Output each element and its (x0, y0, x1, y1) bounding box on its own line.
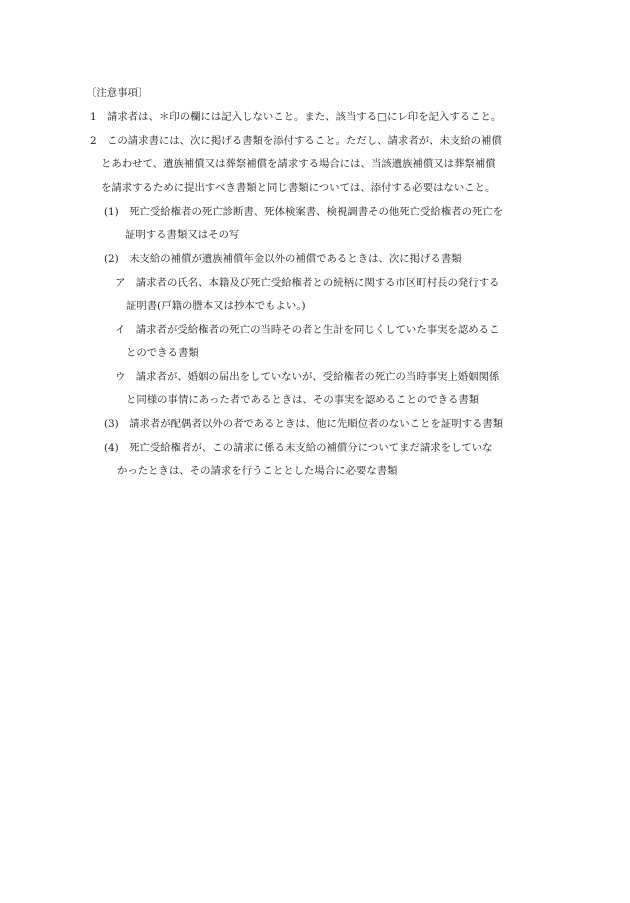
note-2-item-2-a: ア 請求者の氏名、本籍及び死亡受給権者との続柄に関する市区町村長の発行する (115, 277, 500, 289)
note-2-cont-2: を請求するために提出すべき書類と同じ書類については、添付する必要はないこと。 (101, 182, 496, 194)
note-2-item-2-a-cont: 証明書(戸籍の謄本又は抄本でもよい。) (126, 300, 306, 312)
note-2-item-2-b: イ 請求者が受給権者の死亡の当時その者と生計を同じくしていた事実を認めるこ (115, 324, 500, 336)
note-2-item-4-cont: かったときは、その請求を行うこととした場合に必要な書類 (117, 465, 398, 477)
note-2-item-2: (2) 未支給の補償が遺族補償年金以外の補償であるときは、次に掲げる書類 (104, 253, 462, 265)
note-2-item-2-b-cont: とのできる書類 (126, 347, 199, 359)
note-1: 1 請求者は、＊印の欄には記入しないこと。また、該当する□にレ印を記入すること。 (90, 111, 502, 123)
notes-heading: 〔注意事項〕 (86, 87, 149, 99)
note-2-item-3: (3) 請求者が配偶者以外の者であるときは、他に先順位者のないことを証明する書類 (104, 418, 504, 430)
note-2-item-2-c: ウ 請求者が、婚姻の届出をしていないが、受給権者の死亡の当時事実上婚姻関係 (115, 371, 500, 383)
note-2-item-1-cont: 証明する書類又はその写 (125, 229, 240, 241)
note-2-cont-1: とあわせて、遺族補償又は葬祭補償を請求する場合には、当該遺族補償又は葬祭補償 (101, 158, 496, 170)
note-2-item-1: (1) 死亡受給権者の死亡診断書、死体検案書、検視調書その他死亡受給権者の死亡を (104, 206, 504, 218)
note-2-item-4: (4) 死亡受給権者が、この請求に係る未支給の補償分についてまだ請求をしていな (104, 442, 493, 454)
note-2: 2 この請求書には、次に掲げる書類を添付すること。ただし、請求者が、未支給の補償 (90, 135, 502, 147)
note-2-item-2-c-cont: と同様の事情にあった者であるときは、その事実を認めることのできる書類 (126, 394, 480, 406)
